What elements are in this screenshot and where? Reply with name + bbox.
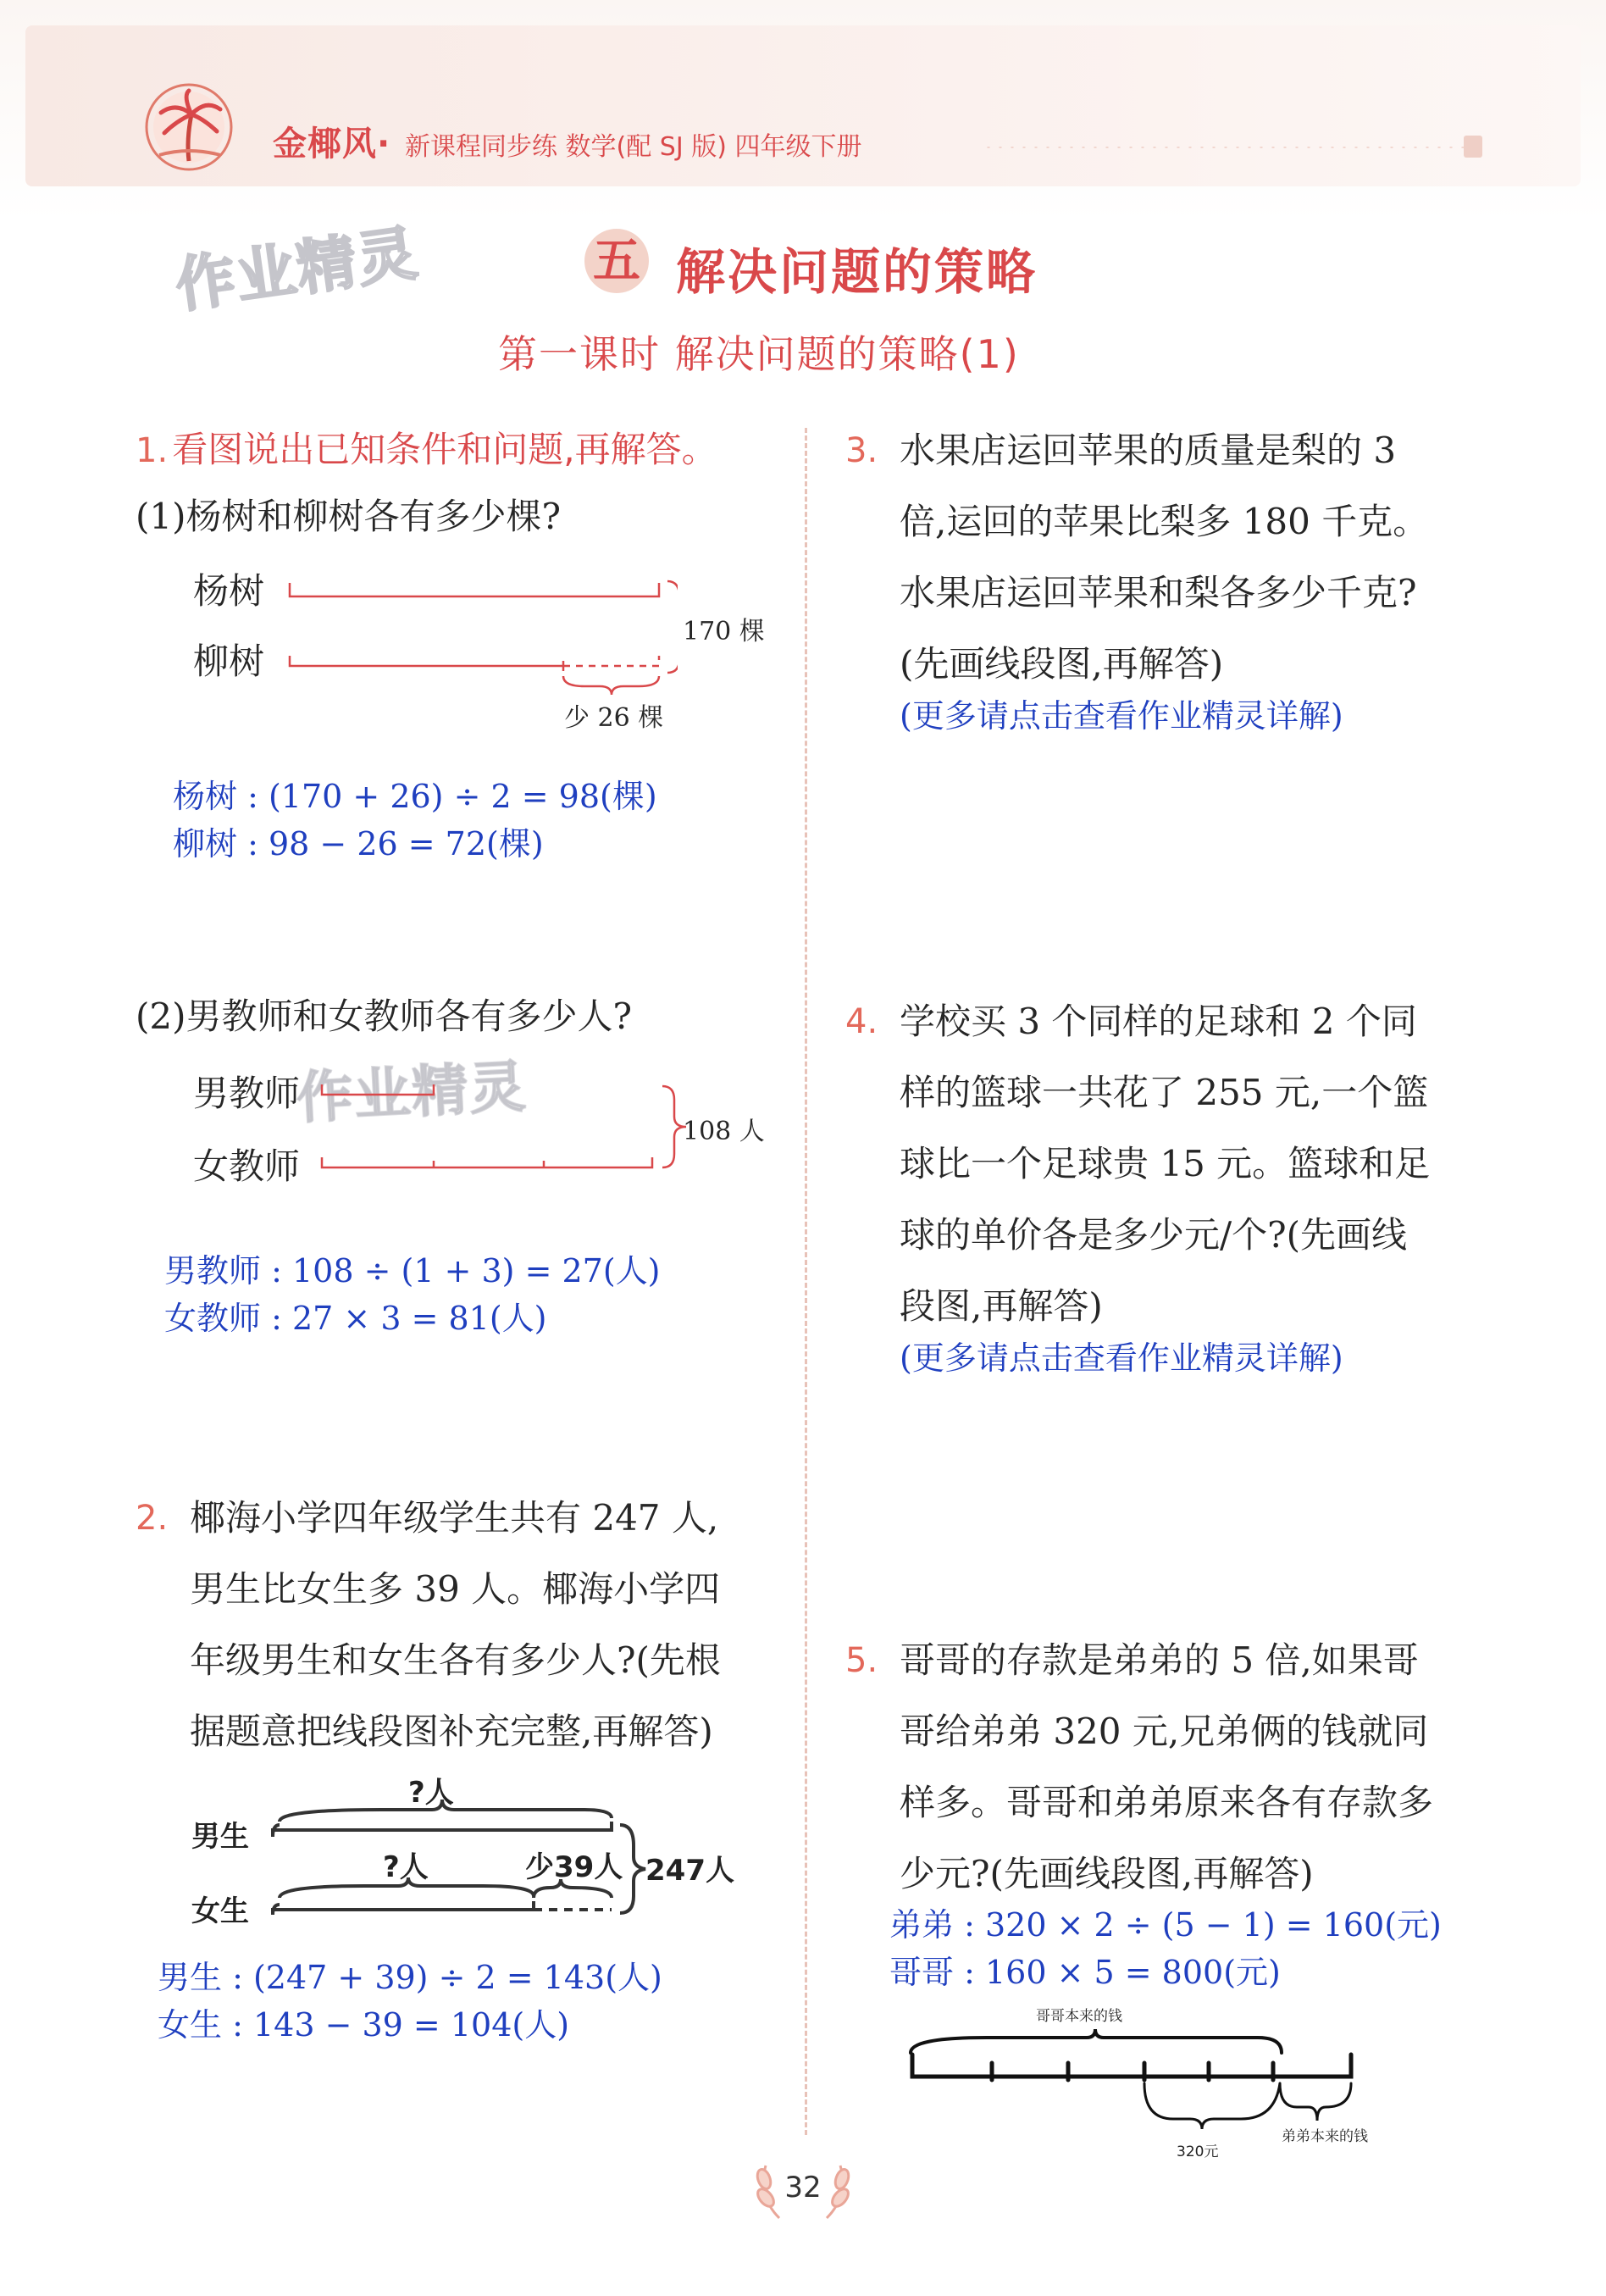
question-line: 水果店运回苹果和梨各多少千克? [900,572,1417,613]
book-series-title: 新课程同步练 数学(配 SJ 版) 四年级下册 [405,132,862,162]
answer-line: 柳树 : 98 − 26 = 72(棵) [173,825,544,862]
question-line: 哥哥的存款是弟弟的 5 倍,如果哥 [900,1639,1419,1681]
question-line: 球的单价各是多少元/个?(先画线 [900,1214,1408,1256]
question-line: 段图,再解答) [900,1285,1103,1327]
diagram-label-amount: 320元 [1177,2143,1219,2160]
question-line: 学校买 3 个同样的足球和 2 个同 [900,1001,1417,1042]
page-number: 32 [784,2171,822,2204]
brand-name: 金椰风· [273,125,391,164]
header-dotted-line [983,146,1482,149]
diagram-label-boys: 男生 [191,1820,249,1854]
question-1-heading [136,422,717,473]
answer-line: 弟弟 : 320 × 2 ÷ (5 − 1) = 160(元) [889,1906,1442,1944]
question-line: 男生比女生多 39 人。椰海小学四 [190,1568,721,1610]
diagram-label-male-teachers: 男教师 [193,1073,301,1114]
question-number: 5. [845,1641,878,1680]
diagram-label-younger-money: 弟弟本来的钱 [1282,2128,1368,2145]
diagram-strokes [178,1769,788,1923]
question-line: 球比一个足球贵 15 元。篮球和足 [900,1143,1431,1184]
header-corner-mark [1464,136,1482,158]
question-3-text [900,415,1428,700]
question-line: 哥给弟弟 320 元,兄弟俩的钱就同 [900,1711,1429,1752]
question-line: 水果店运回苹果的质量是梨的 3 [900,430,1397,471]
question-line: 据题意把线段图补充完整,再解答) [190,1711,713,1752]
diagram-difference-label: 少 26 棵 [564,703,664,733]
question-1-part-1: (1)杨树和柳树各有多少棵? [136,496,562,537]
watermark: 作业精灵 [295,1053,529,1132]
question-line: 年级男生和女生各有多少人?(先根 [190,1639,721,1681]
diagram-label-willow: 柳树 [193,641,265,682]
question-number: 1. [136,431,169,470]
palm-tree-logo-icon [142,80,235,174]
question-number: 4. [845,1002,878,1041]
diagram-label-brother-money: 哥哥本来的钱 [1036,2008,1122,2025]
diagram-total-label: 170 棵 [683,617,765,646]
column-divider [805,428,807,2135]
hand-drawn-diagram [885,1995,1389,2165]
question-line: 椰海小学四年级学生共有 247 人, [190,1497,719,1539]
question-4-text [900,986,1430,1342]
diagram-unknown-label: ?人 [383,1850,429,1884]
lesson-title: 第一课时 解决问题的策略(1) [498,331,1020,377]
question-line: 少元?(先画线段图,再解答) [900,1853,1314,1894]
diagram-difference-label: 少39人 [525,1850,623,1884]
question-line: 样多。哥哥和弟弟原来各有存款多 [900,1782,1434,1823]
diagram-label-poplar: 杨树 [193,570,265,612]
diagram-label-female-teachers: 女教师 [193,1145,301,1187]
diagram-total-label: 108 人 [683,1117,765,1146]
answer-line: 哥哥 : 160 × 5 = 800(元) [889,1954,1281,1991]
diagram-unknown-label: ?人 [408,1776,454,1810]
answer-line: 男教师 : 108 ÷ (1 + 3) = 27(人) [164,1252,661,1289]
question-line: 倍,运回的苹果比梨多 180 千克。 [900,501,1429,542]
question-number: 2. [136,1499,169,1538]
question-number: 3. [845,431,878,470]
answer-line: 女教师 : 27 × 3 = 81(人) [164,1300,547,1337]
question-title: 看图说出已知条件和问题,再解答。 [172,429,717,470]
answer-line: 男生 : (247 + 39) ÷ 2 = 143(人) [158,1959,662,1996]
question-1-part-2: (2)男教师和女教师各有多少人? [136,995,633,1037]
question-line: (先画线段图,再解答) [900,643,1224,685]
line-segment-diagram-3 [178,1769,788,1928]
line-segment-diagram-2 [315,1069,705,1179]
question-5-text [900,1625,1433,1910]
question-line: 样的篮球一共花了 255 元,一个篮 [900,1072,1429,1113]
question-2-text [190,1483,721,1767]
diagram-label-girls: 女生 [191,1894,249,1928]
answer-line: 杨树 : (170 + 26) ÷ 2 = 98(棵) [173,778,657,815]
watermark: 作业精灵 [171,218,424,321]
more-details-link[interactable]: (更多请点击查看作业精灵详解) [900,697,1343,735]
diagram-total-label: 247人 [645,1854,734,1888]
more-details-link[interactable]: (更多请点击查看作业精灵详解) [900,1339,1343,1377]
chapter-number: 五 [584,229,649,293]
answer-line: 女生 : 143 − 39 = 104(人) [158,2006,570,2044]
chapter-title: 解决问题的策略 [676,243,1038,301]
